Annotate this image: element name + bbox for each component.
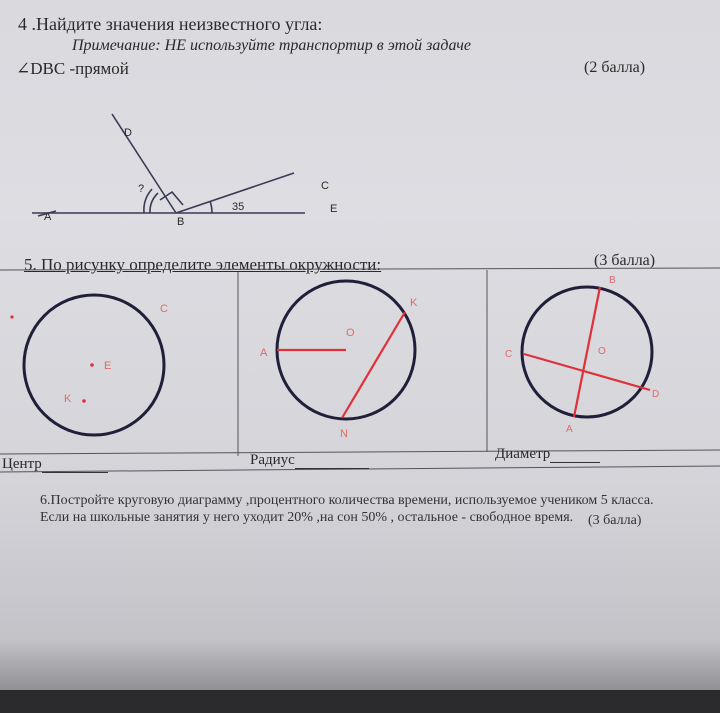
task4-points: (2 балла): [584, 59, 646, 76]
label-c: C: [321, 180, 329, 192]
circle2-label-k: K: [410, 297, 418, 309]
circle2-label-n: N: [340, 428, 348, 440]
circle2-answer-blank[interactable]: [295, 456, 369, 469]
circle2-caption: [250, 452, 369, 469]
label-35: 35: [232, 201, 245, 213]
task5-title: 5. По рисунку определите элементы окружности:: [24, 255, 382, 274]
circle1-label-e: E: [104, 360, 112, 372]
angle-figure: [32, 114, 305, 216]
circle3-label-a: A: [566, 424, 573, 435]
task5-points: (3 балла): [594, 252, 656, 269]
task4-angle-statement: ∠DBC -прямой: [16, 59, 129, 78]
circle2-label-a: A: [260, 347, 268, 359]
label-d: D: [124, 127, 132, 139]
circle2-caption-text: Радиус: [250, 452, 295, 468]
circle3-answer-blank[interactable]: [550, 450, 600, 463]
task4-note: Примечание: НЕ используйте транспортир в этой задаче: [72, 37, 471, 54]
circle1-label-c: C: [160, 303, 168, 315]
page-shadow: [0, 640, 720, 690]
task6-block: [40, 492, 680, 526]
circle1-figure: [10, 295, 168, 435]
circle1-answer-blank[interactable]: [42, 460, 108, 473]
label-a: A: [44, 211, 52, 223]
circle3-figure: [505, 275, 659, 435]
table-top-border: [0, 268, 720, 270]
label-e: E: [330, 203, 338, 215]
unknown-angle-arc-1: [150, 193, 158, 213]
label-unknown: ?: [138, 183, 145, 195]
circle1-label-k: K: [64, 393, 72, 405]
circle1-caption: [2, 456, 108, 473]
circle1: [24, 295, 164, 435]
task4-title: 4 .Найдите значения неизвестного угла:: [18, 14, 323, 34]
circle3-label-c: C: [505, 349, 513, 360]
circle3-label-o: O: [598, 346, 606, 357]
circle3-caption: [495, 446, 600, 463]
circle1-outside-point: [10, 315, 13, 318]
circle3-label-d: D: [652, 389, 660, 400]
label-b: B: [177, 216, 185, 228]
circle2-figure: [260, 281, 418, 440]
circle3-diameter-ba: [574, 287, 600, 417]
ray-bd: [112, 114, 176, 213]
task6-points: (3 балла): [588, 513, 642, 528]
circle3-chord-cd: [524, 354, 650, 390]
circle1-point-k: [82, 399, 86, 403]
circle3-label-b: B: [609, 275, 616, 286]
angle-35-arc: [210, 201, 212, 213]
circle3-caption-text: Диаметр: [495, 446, 551, 462]
task6-text: 6.Постройте круговую диаграмму ,процентного количества времени, используемое учеником 5 класса. Если на школьные занятия у него уходит 20% ,на сон 50% , остальное - свободное время.: [40, 493, 654, 525]
circle2-label-o: O: [346, 327, 355, 339]
circle1-caption-text: Центр: [2, 456, 42, 472]
circle1-point-e: [90, 363, 94, 367]
